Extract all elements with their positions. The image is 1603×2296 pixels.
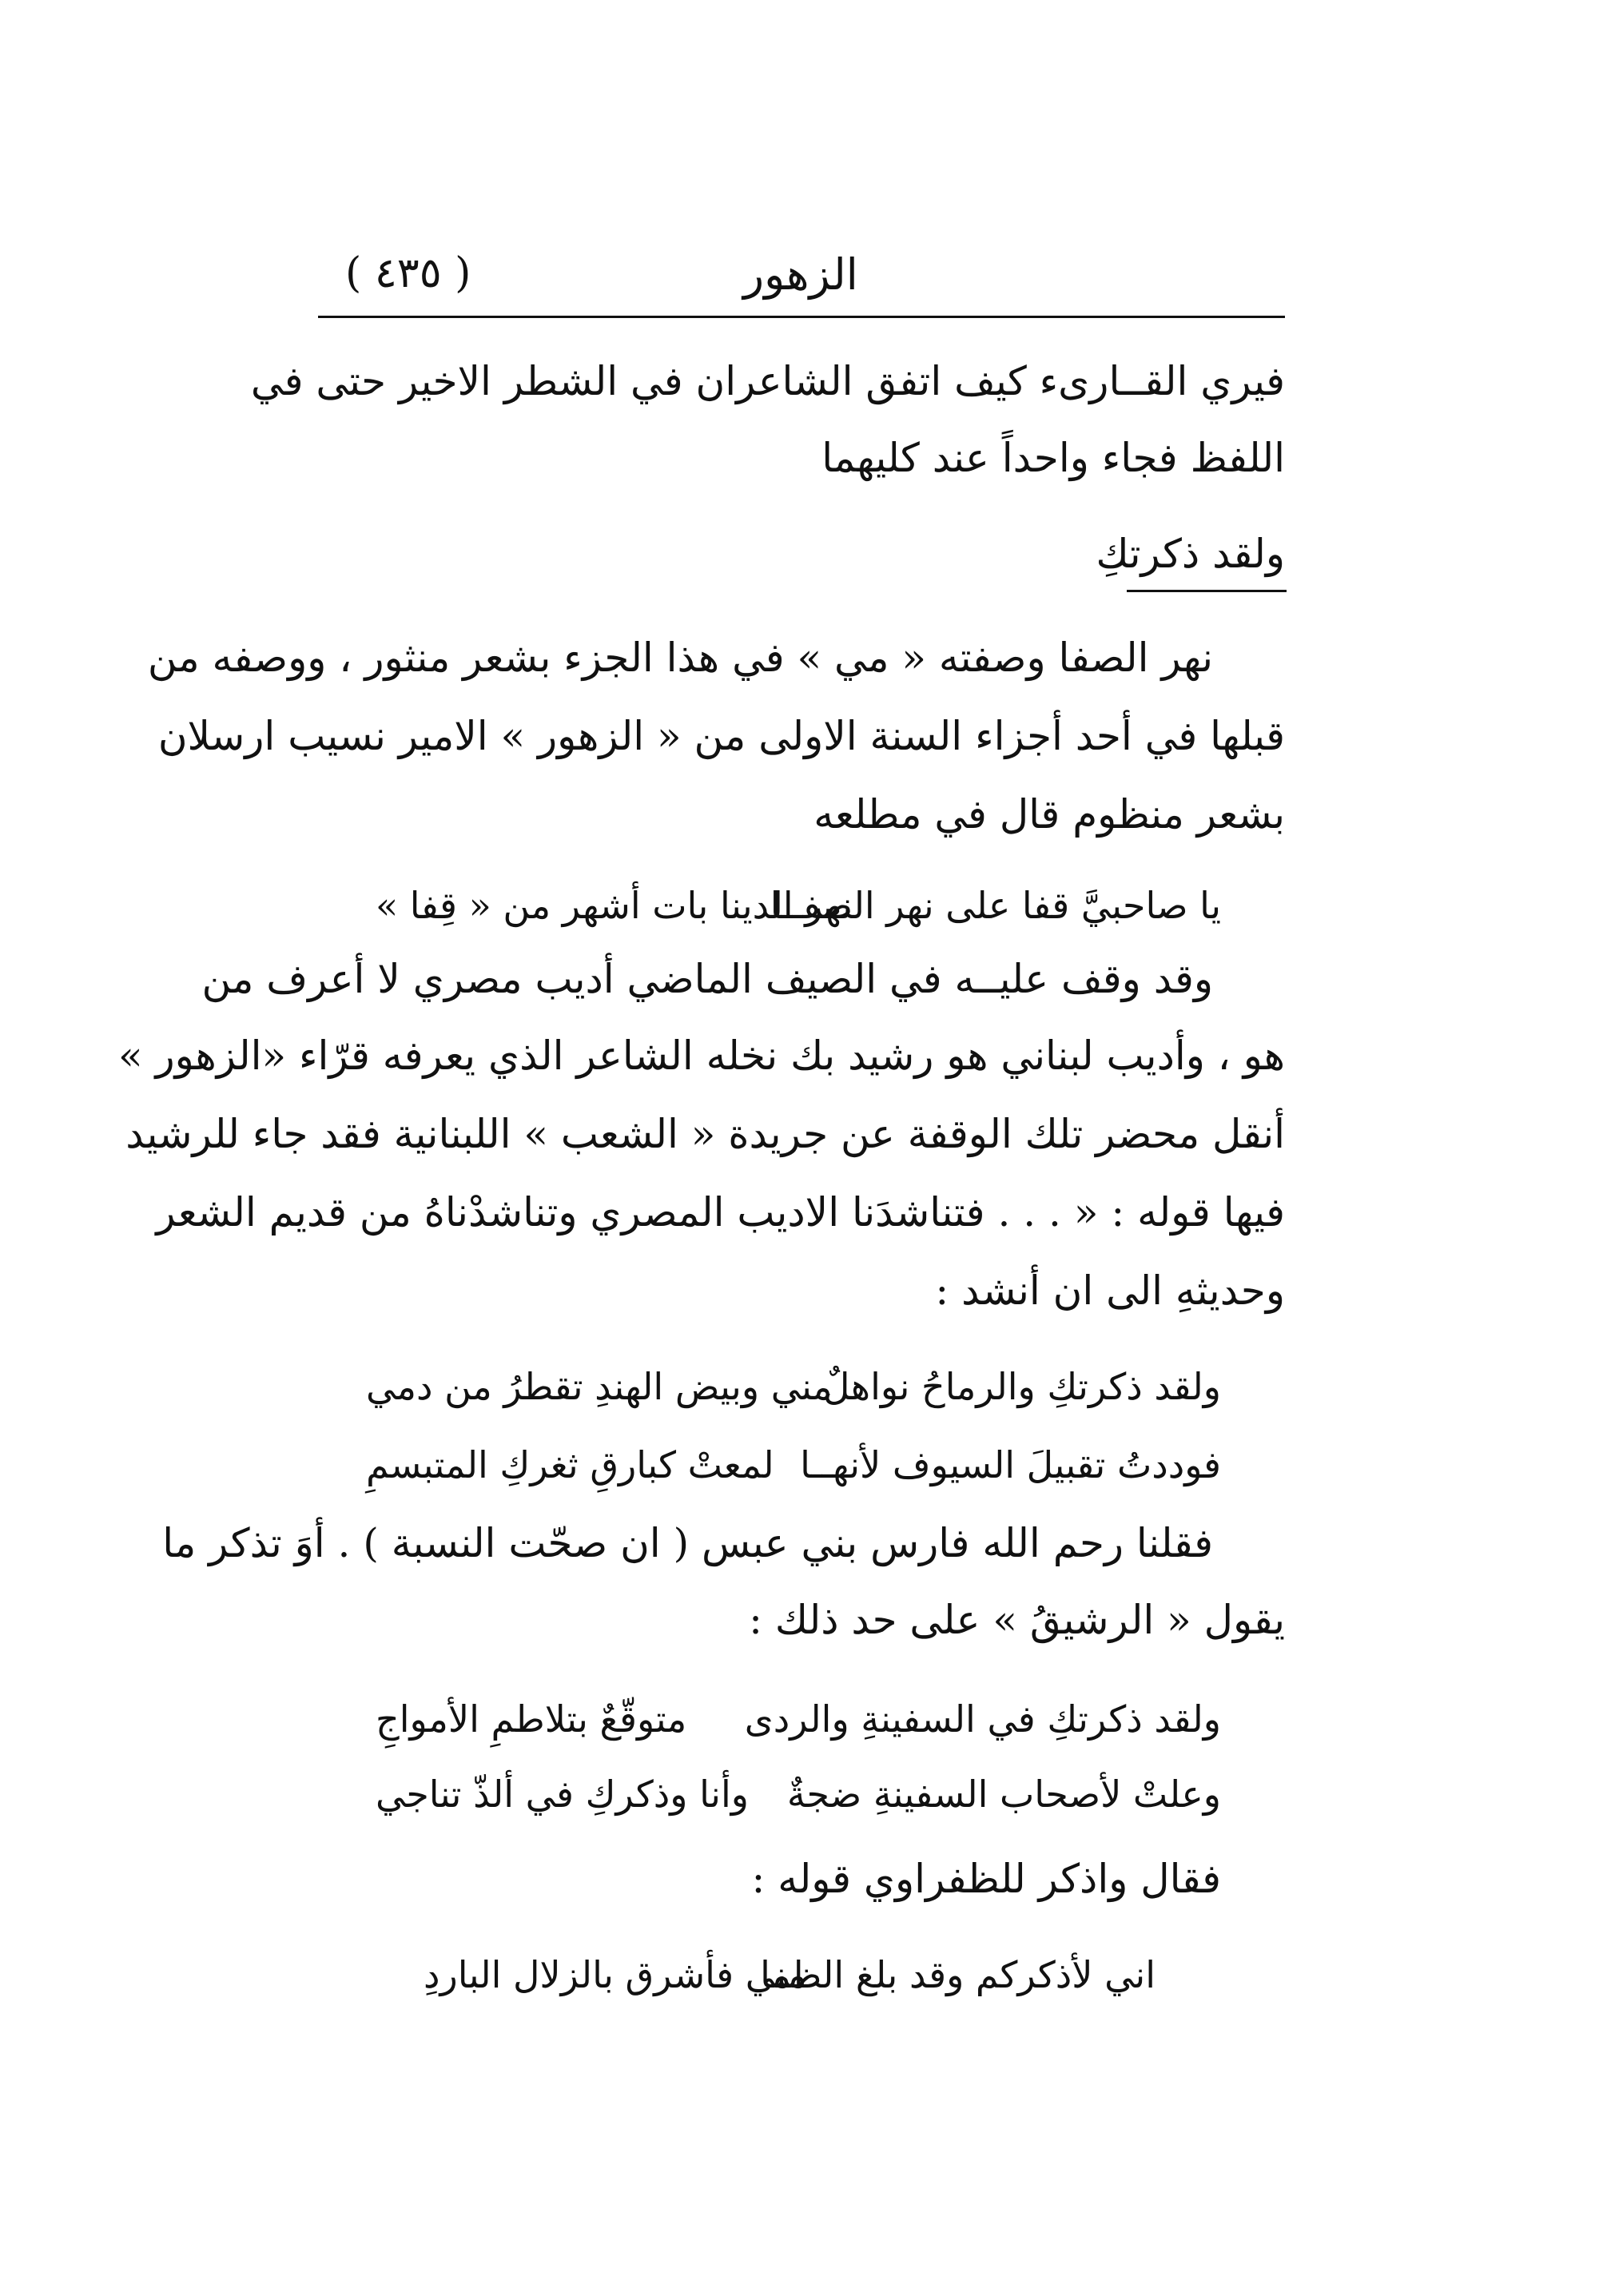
paragraph-3-line-4: فيها قوله : « . . . فتناشدَنا الاديب المصري وتناشدْناهُ من قديم الشعر xyxy=(156,1189,1285,1236)
paragraph-3-line-2: هو ، وأديب لبناني هو رشيد بك نخله الشاعر الذي يعرفه قرّاء «الزهور » xyxy=(117,1033,1285,1079)
paragraph-3-line-5: وحديثهِ الى ان أنشد : xyxy=(935,1267,1285,1314)
paragraph-2-line-3: بشعر منظوم قال في مطلعه xyxy=(813,791,1285,838)
paragraph-4-line-2: يقول « الرشيقُ » على حد ذلك : xyxy=(749,1597,1285,1643)
paragraph-2-line-2: قبلها في أحد أجزاء السنة الاولى من « الزهور » الامير نسيب ارسلان xyxy=(157,713,1285,759)
verse-4-right-hemistich: اني لأذكركم وقد بلغ الظما xyxy=(760,1953,1156,1996)
page-number: ( ٤٣٥ ) xyxy=(345,249,471,297)
running-header-title: الزهور xyxy=(743,249,858,300)
paragraph-5-line-1: فقال واذكر للظفراوي قوله : xyxy=(751,1856,1221,1902)
verse-2-line-1-left-hemistich: مني وبيض الهندِ تقطرُ من دمي xyxy=(366,1365,833,1408)
subheading-underline xyxy=(1127,590,1287,592)
paragraph-4-line-1: فقلنا رحم الله فارس بني عبس ( ان صحّت النسبة ) . أوَ تذكر ما xyxy=(162,1520,1213,1566)
verse-4-left-hemistich: مني فأشرق بالزلال الباردِ xyxy=(424,1953,807,1996)
verse-1-left-hemistich: نهر الدينا بات أشهر من « قِفا » xyxy=(376,884,853,927)
verse-2-line-2-right-hemistich: فوددتُ تقبيلَ السيوف لأنهــا xyxy=(800,1443,1221,1486)
section-subheading: ولقد ذكرتكِ xyxy=(1096,531,1285,577)
paragraph-3-line-3: أنقل محضر تلك الوقفة عن جريدة « الشعب » اللبنانية فقد جاء للرشيد xyxy=(125,1111,1285,1157)
verse-3-line-1-left-hemistich: متوقّعٌ بتلاطمِ الأمواجِ xyxy=(376,1697,687,1741)
paragraph-3-line-1: وقد وقف عليــه في الصيف الماضي أديب مصري لا أعرف من xyxy=(201,956,1213,1002)
verse-1-right-hemistich: يا صاحبيَّ قفا على نهر الصفــا xyxy=(770,884,1221,927)
paragraph-1-line-1: فيري القــارىء كيف اتفق الشاعران في الشطر الاخير حتى في xyxy=(250,358,1285,404)
verse-3-line-2-right-hemistich: وعلتْ لأصحاب السفينةِ ضجةٌ xyxy=(786,1773,1221,1816)
verse-3-line-1-right-hemistich: ولقد ذكرتكِ في السفينةِ والردى xyxy=(744,1697,1221,1741)
paragraph-2-line-1: نهر الصفا وصفته « مي » في هذا الجزء بشعر منثور ، ووصفه من xyxy=(147,635,1213,681)
verse-2-line-1-right-hemistich: ولقد ذكرتكِ والرماحُ نواهلٌ xyxy=(822,1365,1221,1408)
header-rule xyxy=(318,316,1285,318)
paragraph-1-line-2: اللفظ فجاء واحداً عند كليهما xyxy=(821,435,1285,481)
verse-3-line-2-left-hemistich: وأنا وذكركِ في ألذّ تناجي xyxy=(376,1773,749,1816)
verse-2-line-2-left-hemistich: لمعتْ كبارقِ ثغركِ المتبسمِ xyxy=(366,1443,774,1486)
